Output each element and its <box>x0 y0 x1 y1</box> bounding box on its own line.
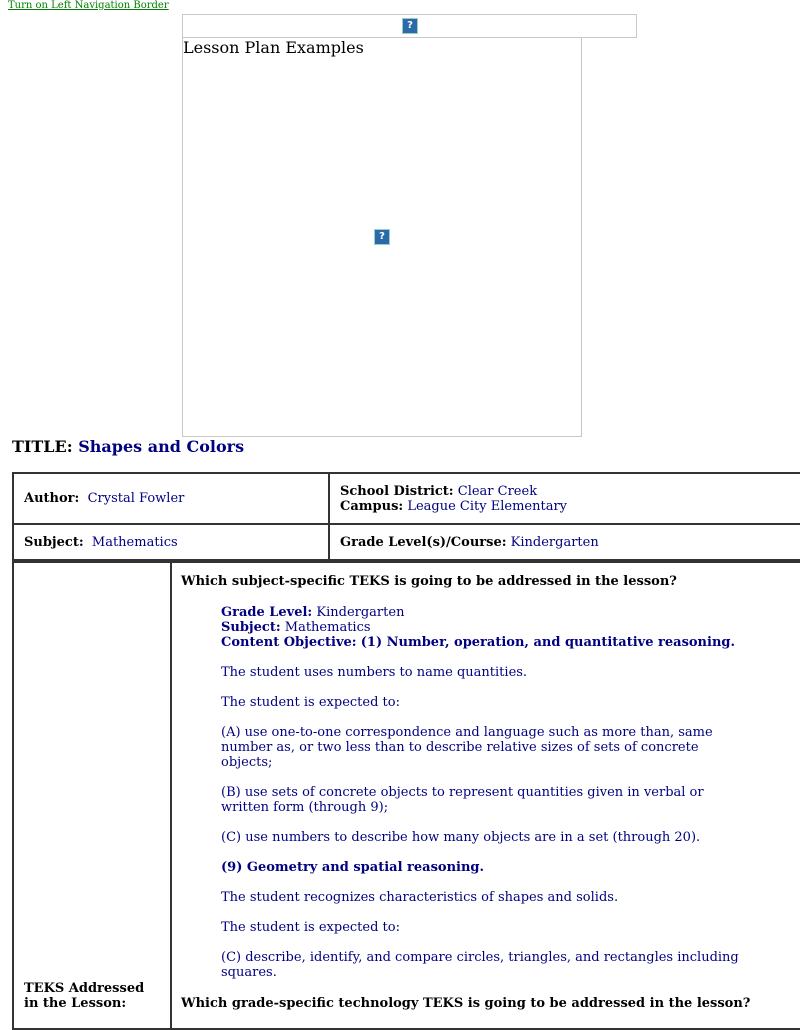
header-banner <box>182 14 637 38</box>
title-value: Shapes and Colors <box>78 437 245 456</box>
teks-paragraph: The student is expected to: <box>221 695 400 710</box>
lesson-title <box>12 436 244 458</box>
grade-value: Kindergarten <box>510 534 599 550</box>
author-label: Author: <box>24 491 80 506</box>
teks-label: TEKS Addressed in the Lesson: <box>24 981 145 1011</box>
broken-image-icon: ? <box>374 229 390 245</box>
teks-table <box>12 561 800 1030</box>
author-value: Crystal Fowler <box>87 491 185 506</box>
district-value: Clear Creek <box>457 483 538 499</box>
lesson-plan-frame <box>182 37 582 437</box>
author-cell <box>13 473 329 524</box>
frame-title: Lesson Plan Examples <box>183 38 364 57</box>
teks-content-cell <box>171 562 800 1029</box>
teks-paragraph: The student uses numbers to name quantities. <box>221 665 528 680</box>
teks-paragraph: (C) describe, identify, and compare circles, triangles, and rectangles including squares. <box>221 950 739 980</box>
district-cell <box>329 473 800 524</box>
subject-label: Subject: <box>24 534 84 550</box>
teks-paragraph: The student recognizes characteristics of shapes and solids. <box>221 890 619 905</box>
teks-paragraph: (A) use one-to-one correspondence and language such as more than, same number as, or two less than to describe relative sizes of sets of concrete objects; <box>221 725 713 770</box>
lesson-info-table <box>12 472 800 561</box>
district-label: School District: <box>340 483 454 499</box>
grade-cell <box>329 524 800 560</box>
technology-teks-question: Which grade-specific technology TEKS is going to be addressed in the lesson? <box>181 996 751 1011</box>
campus-value: League City Elementary <box>407 498 567 514</box>
title-label: TITLE: <box>12 437 73 456</box>
subject-teks-question: Which subject-specific TEKS is going to be addressed in the lesson? <box>181 574 677 589</box>
broken-image-icon: ? <box>402 18 418 34</box>
grade-label: Grade Level(s)/Course: <box>340 534 507 550</box>
teks-paragraph: (C) use numbers to describe how many objects are in a set (through 20). <box>221 830 701 845</box>
teks-meta: Grade Level: Kindergarten Subject: Mathematics Content Objective: (1) Number, operation, and quantitative reasoning. <box>221 605 736 650</box>
teks-paragraph: (B) use sets of concrete objects to represent quantities given in verbal or written form (through 9); <box>221 785 704 815</box>
left-navigation-border-link[interactable]: Turn on Left Navigation Border <box>8 0 169 11</box>
teks-paragraph: The student is expected to: <box>221 920 400 935</box>
campus-label: Campus: <box>340 498 404 514</box>
subject-cell <box>13 524 329 560</box>
subject-value: Mathematics <box>91 534 178 550</box>
teks-label-cell <box>13 562 171 1029</box>
teks-heading: (9) Geometry and spatial reasoning. <box>221 860 485 875</box>
